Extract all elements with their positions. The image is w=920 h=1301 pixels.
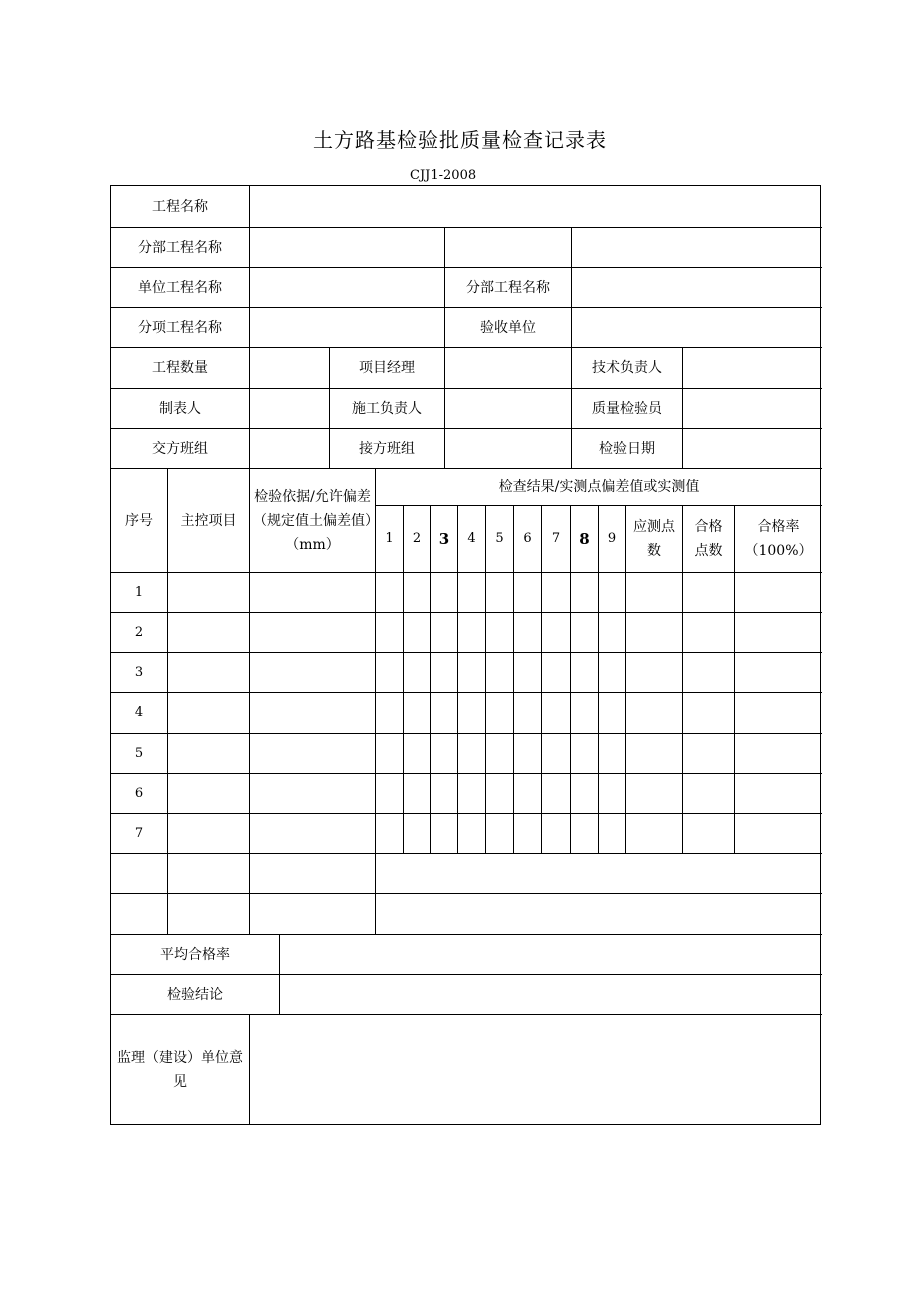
inspection-record-table [110,185,821,1125]
avg-pass-rate-field[interactable] [279,934,822,974]
col-header-seq: 序号 [111,468,167,572]
col-header-pass-points: 合格点数 [682,505,734,572]
table-cell[interactable] [513,733,541,773]
label-inspection-date: 检验日期 [571,428,682,468]
table-cell[interactable] [598,733,625,773]
table-cell[interactable] [430,612,457,652]
receiving-team-field[interactable] [444,428,571,468]
table-cell[interactable] [734,733,822,773]
label-item-project-name: 分项工程名称 [111,307,249,347]
label-avg-pass-rate: 平均合格率 [111,934,279,974]
table-cell[interactable] [541,813,570,853]
label-quantity: 工程数量 [111,347,249,388]
table-cell[interactable] [598,692,625,733]
construction-lead-field[interactable] [444,388,571,428]
table-cell[interactable] [541,652,570,692]
table-cell[interactable] [167,733,249,773]
table-cell[interactable] [485,612,513,652]
table-cell[interactable] [570,733,598,773]
label-handover-team: 交方班组 [111,428,249,468]
label-supervision-opinion: 监理（建设）单位意见 [111,1014,249,1124]
table-cell[interactable] [457,572,485,612]
table-cell[interactable] [513,572,541,612]
table-cell[interactable] [167,612,249,652]
acceptance-unit-field[interactable] [571,307,822,347]
label-sub-project-name-2: 分部工程名称 [444,267,571,307]
table-cell[interactable] [485,692,513,733]
table-cell[interactable] [625,652,682,692]
table-cell[interactable] [570,572,598,612]
table-cell[interactable] [457,733,485,773]
col-header-should-measure: 应测点数 [625,505,682,572]
standard-code: CJJ1-2008 [410,168,477,183]
row-seq-number: 5 [111,733,167,773]
table-cell[interactable] [734,692,822,733]
item-project-name-field[interactable] [249,307,444,347]
table-cell[interactable] [513,692,541,733]
table-cell[interactable] [375,692,403,733]
table-cell[interactable] [167,813,249,853]
table-cell[interactable] [598,813,625,853]
table-cell[interactable] [682,733,734,773]
table-cell[interactable] [598,773,625,813]
blank-cell[interactable] [249,893,375,934]
table-cell[interactable] [485,813,513,853]
label-construction-lead: 施工负责人 [329,388,444,428]
table-cell[interactable] [570,652,598,692]
table-cell[interactable] [430,572,457,612]
col-header-basis: 检验依据/允许偏差（规定值土偏差值）（mm） [249,468,375,572]
table-cell[interactable] [457,652,485,692]
table-cell[interactable] [485,773,513,813]
table-cell[interactable] [625,813,682,853]
table-cell[interactable] [375,612,403,652]
table-cell[interactable] [570,773,598,813]
row-seq-number: 1 [111,572,167,612]
inspection-date-field[interactable] [682,428,822,468]
label-project-manager: 项目经理 [329,347,444,388]
point-header: 8 [570,505,598,572]
blank-cell[interactable] [444,227,571,267]
table-cell[interactable] [541,692,570,733]
sub-project-name-field[interactable] [249,227,444,267]
label-project-name: 工程名称 [152,198,208,215]
table-cell[interactable] [570,692,598,733]
table-cell[interactable] [375,813,403,853]
table-cell[interactable] [682,773,734,813]
table-cell[interactable] [403,813,430,853]
table-cell[interactable] [403,612,430,652]
label-sub-project-name: 分部工程名称 [111,227,249,267]
quantity-field[interactable] [249,347,329,388]
table-cell[interactable] [430,813,457,853]
blank-cell[interactable] [111,853,167,893]
blank-cell[interactable] [375,893,822,934]
label-conclusion: 检验结论 [111,974,279,1014]
table-cell[interactable] [541,733,570,773]
quality-inspector-field[interactable] [682,388,822,428]
point-header: 5 [485,505,513,572]
table-cell[interactable] [249,692,375,733]
table-cell[interactable] [485,652,513,692]
table-cell[interactable] [513,652,541,692]
table-cell[interactable] [682,572,734,612]
point-header: 1 [375,505,403,572]
table-cell[interactable] [249,773,375,813]
table-cell[interactable] [430,652,457,692]
project-name-field[interactable] [249,186,822,227]
table-cell[interactable] [541,773,570,813]
blank-cell[interactable] [167,853,249,893]
table-cell[interactable] [682,692,734,733]
table-cell[interactable] [375,773,403,813]
table-cell[interactable] [403,652,430,692]
table-cell[interactable] [457,692,485,733]
tabulator-field[interactable] [249,388,329,428]
table-cell[interactable] [598,612,625,652]
table-cell[interactable] [457,612,485,652]
row-seq-number: 7 [111,813,167,853]
label-tech-lead: 技术负责人 [571,347,682,388]
table-cell[interactable] [249,572,375,612]
table-cell[interactable] [167,572,249,612]
table-cell[interactable] [167,692,249,733]
col-header-results: 检查结果/实测点偏差值或实测值 [375,468,822,505]
table-cell[interactable] [513,773,541,813]
table-cell[interactable] [625,572,682,612]
point-header: 2 [403,505,430,572]
table-cell[interactable] [682,652,734,692]
table-cell[interactable] [570,813,598,853]
table-cell[interactable] [734,612,822,652]
table-cell[interactable] [734,773,822,813]
table-cell[interactable] [457,773,485,813]
table-cell[interactable] [625,773,682,813]
table-cell[interactable] [625,733,682,773]
table-cell[interactable] [541,612,570,652]
table-cell[interactable] [249,612,375,652]
table-cell[interactable] [403,773,430,813]
row-seq-number: 3 [111,652,167,692]
table-cell[interactable] [375,733,403,773]
table-cell[interactable] [375,572,403,612]
table-cell[interactable] [598,652,625,692]
table-cell[interactable] [485,733,513,773]
table-cell[interactable] [249,813,375,853]
tech-lead-field[interactable] [682,347,822,388]
conclusion-field[interactable] [279,974,822,1014]
blank-cell[interactable] [571,227,822,267]
handover-team-field[interactable] [249,428,329,468]
table-cell[interactable] [625,612,682,652]
label-receiving-team: 接方班组 [329,428,444,468]
table-cell[interactable] [625,692,682,733]
point-header: 9 [598,505,625,572]
table-cell[interactable] [167,652,249,692]
table-cell[interactable] [734,652,822,692]
table-cell[interactable] [430,692,457,733]
table-cell[interactable] [430,733,457,773]
sub-project-name-2-field[interactable] [571,267,822,307]
label-acceptance-unit: 验收单位 [444,307,571,347]
table-cell[interactable] [485,572,513,612]
table-cell[interactable] [249,652,375,692]
table-cell[interactable] [403,572,430,612]
table-cell[interactable] [513,612,541,652]
col-header-main-item: 主控项目 [167,468,249,572]
table-cell[interactable] [403,692,430,733]
table-cell[interactable] [403,733,430,773]
point-header: 4 [457,505,485,572]
table-cell[interactable] [570,612,598,652]
point-header: 3 [430,505,457,572]
table-cell[interactable] [541,572,570,612]
label-unit-project-name: 单位工程名称 [111,267,249,307]
project-manager-field[interactable] [444,347,571,388]
page-title: 土方路基检验批质量检查记录表 [313,128,607,152]
table-cell[interactable] [513,813,541,853]
table-cell[interactable] [167,773,249,813]
table-cell[interactable] [430,773,457,813]
unit-project-name-field[interactable] [249,267,444,307]
blank-cell[interactable] [111,893,167,934]
table-cell[interactable] [734,572,822,612]
label-tabulator: 制表人 [111,388,249,428]
table-cell[interactable] [249,733,375,773]
row-seq-number: 6 [111,773,167,813]
table-cell[interactable] [734,813,822,853]
blank-cell[interactable] [375,853,822,893]
row-seq-number: 4 [111,692,167,733]
point-header: 6 [513,505,541,572]
point-header: 7 [541,505,570,572]
table-cell[interactable] [682,813,734,853]
table-cell[interactable] [682,612,734,652]
table-cell[interactable] [375,652,403,692]
label-quality-inspector: 质量检验员 [571,388,682,428]
table-cell[interactable] [598,572,625,612]
blank-cell[interactable] [167,893,249,934]
blank-cell[interactable] [249,853,375,893]
supervision-opinion-field[interactable] [249,1014,822,1124]
col-header-pass-rate: 合格率（100%） [734,505,822,572]
row-seq-number: 2 [111,612,167,652]
table-cell[interactable] [457,813,485,853]
